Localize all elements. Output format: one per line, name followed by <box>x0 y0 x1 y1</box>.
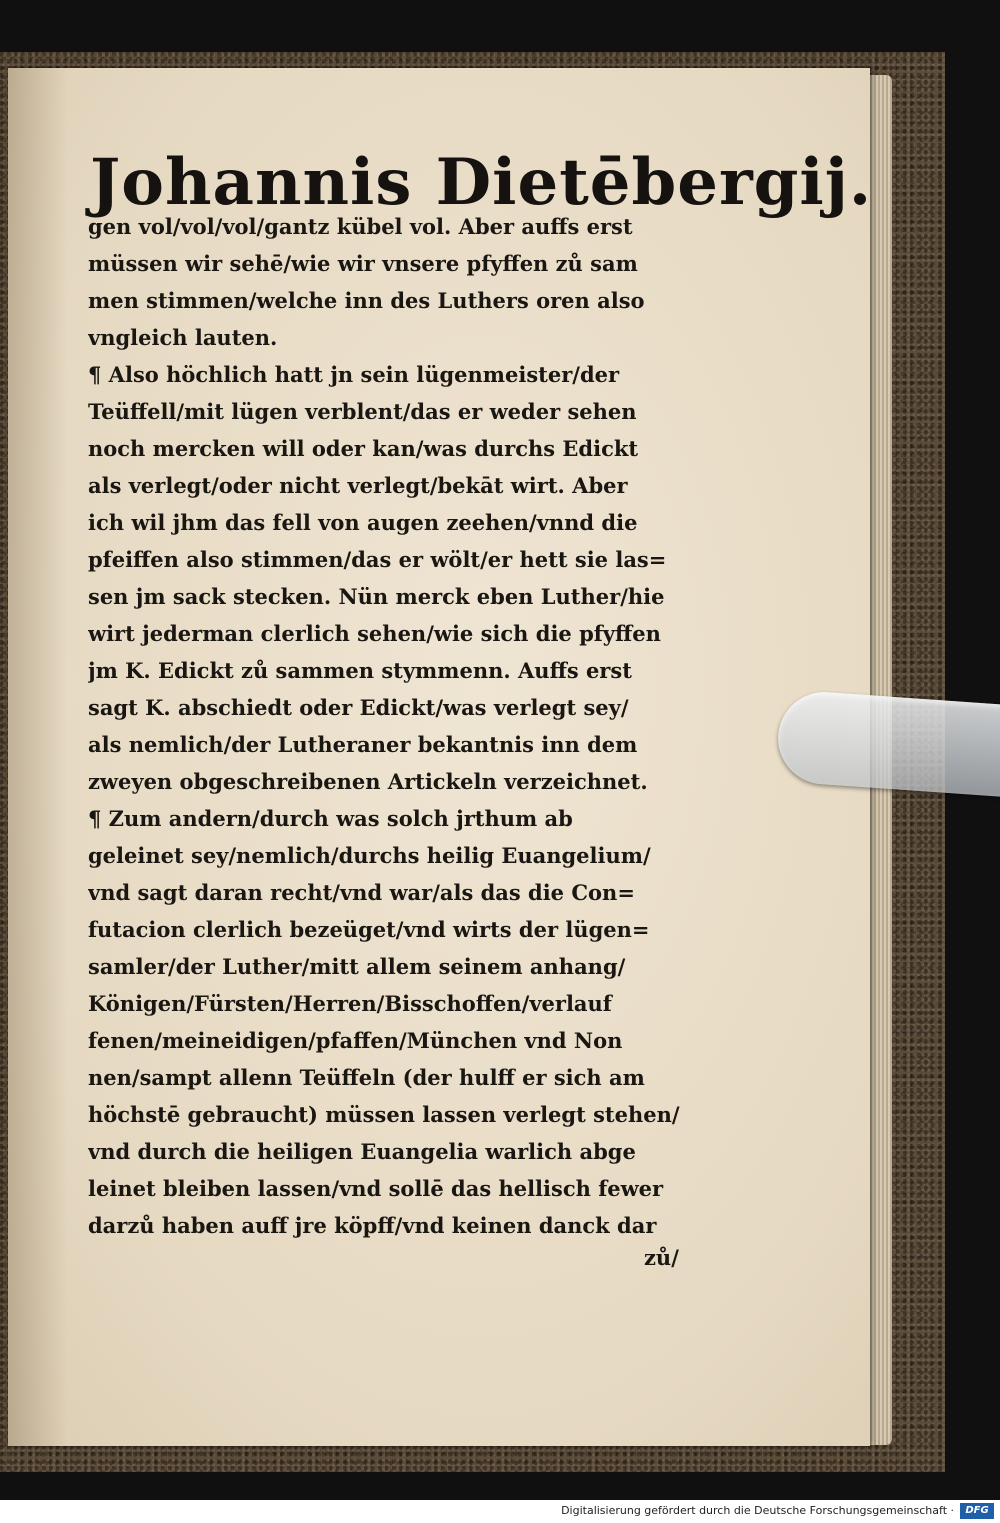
text-line: als verlegt/oder nicht verlegt/bekāt wirt. Aber <box>88 473 628 498</box>
text-line: darzů haben auff jre köpff/vnd keinen danck dar <box>88 1213 657 1238</box>
catchword: zů/ <box>644 1245 679 1270</box>
text-line: vnd sagt daran recht/vnd war/als das die Con= <box>88 880 635 905</box>
funding-credit: Digitalisierung gefördert durch die Deutsche Forschungsgemeinschaft · <box>561 1504 954 1517</box>
text-line: gen vol/vol/vol/gantz kübel vol. Aber auffs erst <box>88 214 633 239</box>
page-clip <box>775 689 1000 797</box>
text-line: futacion clerlich bezeüget/vnd wirts der lügen= <box>88 917 650 942</box>
text-line: müssen wir sehē/wie wir vnsere pfyffen zů sam <box>88 251 638 276</box>
page-gutter <box>8 68 68 1446</box>
text-line: leinet bleiben lassen/vnd sollē das hellisch fewer <box>88 1176 664 1201</box>
text-line: wirt jederman clerlich sehen/wie sich die pfyffen <box>88 621 661 646</box>
text-line: vngleich lauten. <box>88 325 278 350</box>
text-line: höchstē gebraucht) müssen lassen verlegt stehen/ <box>88 1102 680 1127</box>
text-block <box>88 208 708 1244</box>
text-line: samler/der Luther/mitt allem seinem anhang/ <box>88 954 626 979</box>
text-line: ich wil jhm das fell von augen zeehen/vnnd die <box>88 510 638 535</box>
footer-bar <box>0 1500 1000 1523</box>
text-line: ¶ Zum andern/durch was solch jrthum ab <box>88 806 573 831</box>
text-line: nen/sampt allenn Teüffeln (der hulff er sich am <box>88 1065 645 1090</box>
text-line: zweyen obgeschreibenen Artickeln verzeichnet. <box>88 769 648 794</box>
text-line: geleinet sey/nemlich/durchs heilig Euangelium/ <box>88 843 651 868</box>
text-line: sagt K. abschiedt oder Edickt/was verlegt sey/ <box>88 695 629 720</box>
text-line: sen jm sack stecken. Nün merck eben Luther/hie <box>88 584 665 609</box>
text-line: pfeiffen also stimmen/das er wölt/er hett sie las= <box>88 547 667 572</box>
text-line: noch mercken will oder kan/was durchs Edickt <box>88 436 639 461</box>
text-line: ¶ Also höchlich hatt jn sein lügenmeister/der <box>88 362 620 387</box>
dfg-logo: DFG <box>960 1503 994 1519</box>
text-line: Teüffell/mit lügen verblent/das er weder sehen <box>88 399 637 424</box>
text-line: fenen/meineidigen/pfaffen/München vnd Non <box>88 1028 623 1053</box>
book-page <box>8 68 873 1446</box>
text-line: vnd durch die heiligen Euangelia warlich abge <box>88 1139 636 1164</box>
text-line: als nemlich/der Lutheraner bekantnis inn dem <box>88 732 638 757</box>
text-line: Königen/Fürsten/Herren/Bisschoffen/verlauf <box>88 991 612 1016</box>
text-line: men stimmen/welche inn des Luthers oren also <box>88 288 645 313</box>
running-head: Johannis Dietēbergij. <box>90 145 873 220</box>
text-line: jm K. Edickt zů sammen stymmenn. Auffs erst <box>88 658 632 683</box>
